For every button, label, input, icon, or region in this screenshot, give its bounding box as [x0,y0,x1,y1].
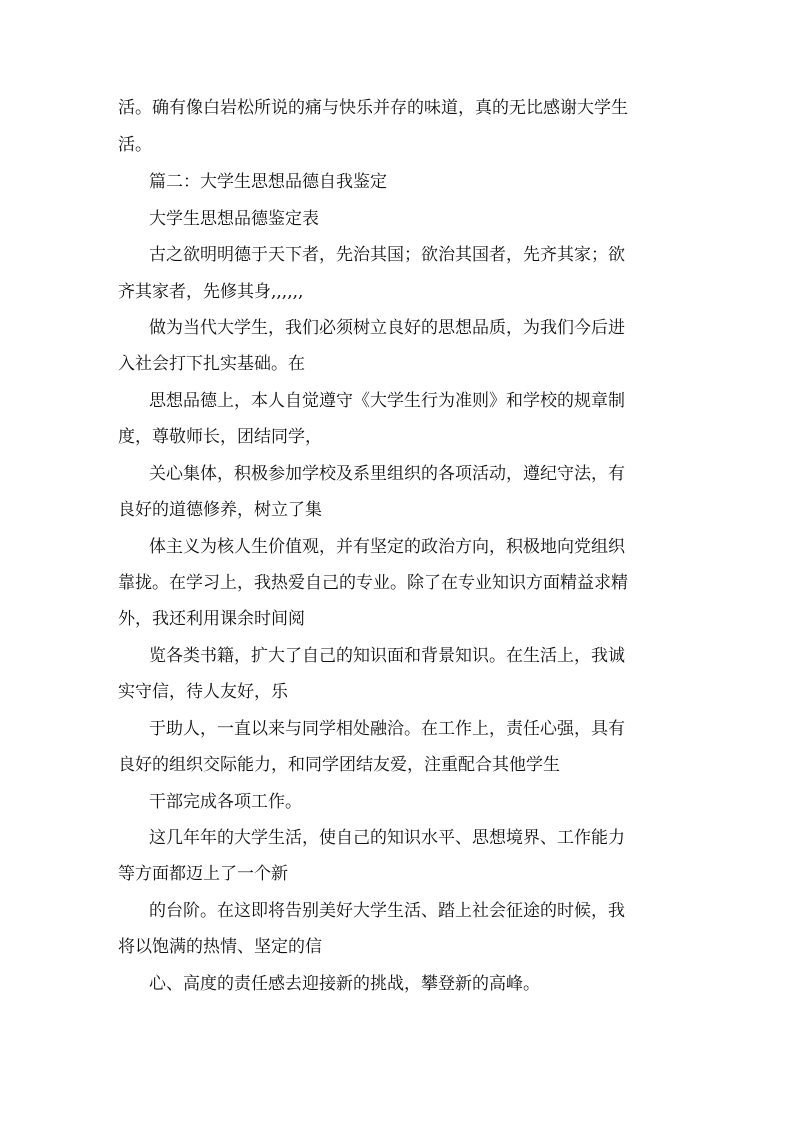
section-heading: 篇二：大学生思想品德自我鉴定 [149,172,387,192]
paragraph-line: 靠拢。在学习上，我热爱自己的专业。除了在专业知识方面精益求精 [118,573,628,593]
paragraph-line: 入社会打下扎实基础。在 [118,354,305,374]
paragraph-line: 度，尊敬师长，团结同学， [118,427,322,447]
paragraph-line: 古之欲明明德于天下者，先治其国；欲治其国者，先齐其家；欲 [149,245,625,265]
paragraph-line: 的台阶。在这即将告别美好大学生活、踏上社会征途的时候，我 [149,901,625,921]
paragraph-line: 览各类书籍，扩大了自己的知识面和背景知识。在生活上，我诚 [149,646,625,666]
paragraph-line: 于助人，一直以来与同学相处融洽。在工作上，责任心强，具有 [149,719,625,739]
paragraph-line: 这几年年的大学生活，使自己的知识水平、思想境界、工作能力 [149,828,625,848]
paragraph-line: 良好的组织交际能力，和同学团结友爱，注重配合其他学生 [118,755,560,775]
paragraph-line: 思想品德上，本人自觉遵守《大学生行为准则》和学校的规章制 [149,391,625,411]
paragraph-line: 等方面都迈上了一个新 [118,864,288,884]
paragraph-line: 体主义为核人生价值观，并有坚定的政治方向，积极地向党组织 [149,537,625,557]
paragraph-line: 齐其家者，先修其身,,,,,, [118,282,304,302]
paragraph-line: 实守信，待人友好，乐 [118,682,288,702]
paragraph-line: 关心集体，积极参加学校及系里组织的各项活动，遵纪守法，有 [149,464,625,484]
paragraph-line: 外，我还利用课余时间阅 [118,609,305,629]
paragraph-line: 将以饱满的热情、坚定的信 [118,937,322,957]
paragraph-line: 活。确有像白岩松所说的痛与快乐并存的味道，真的无比感谢大学生 [118,98,628,118]
paragraph-line: 做为当代大学生，我们必须树立良好的思想品质，为我们今后进 [149,318,625,338]
subheading: 大学生思想品德鉴定表 [149,209,319,229]
paragraph-line: 干部完成各项工作。 [149,792,302,812]
paragraph-line: 良好的道德修养，树立了集 [118,500,322,520]
paragraph-line: 活。 [118,135,152,155]
paragraph-line: 心、高度的责任感去迎接新的挑战，攀登新的高峰。 [149,974,540,994]
